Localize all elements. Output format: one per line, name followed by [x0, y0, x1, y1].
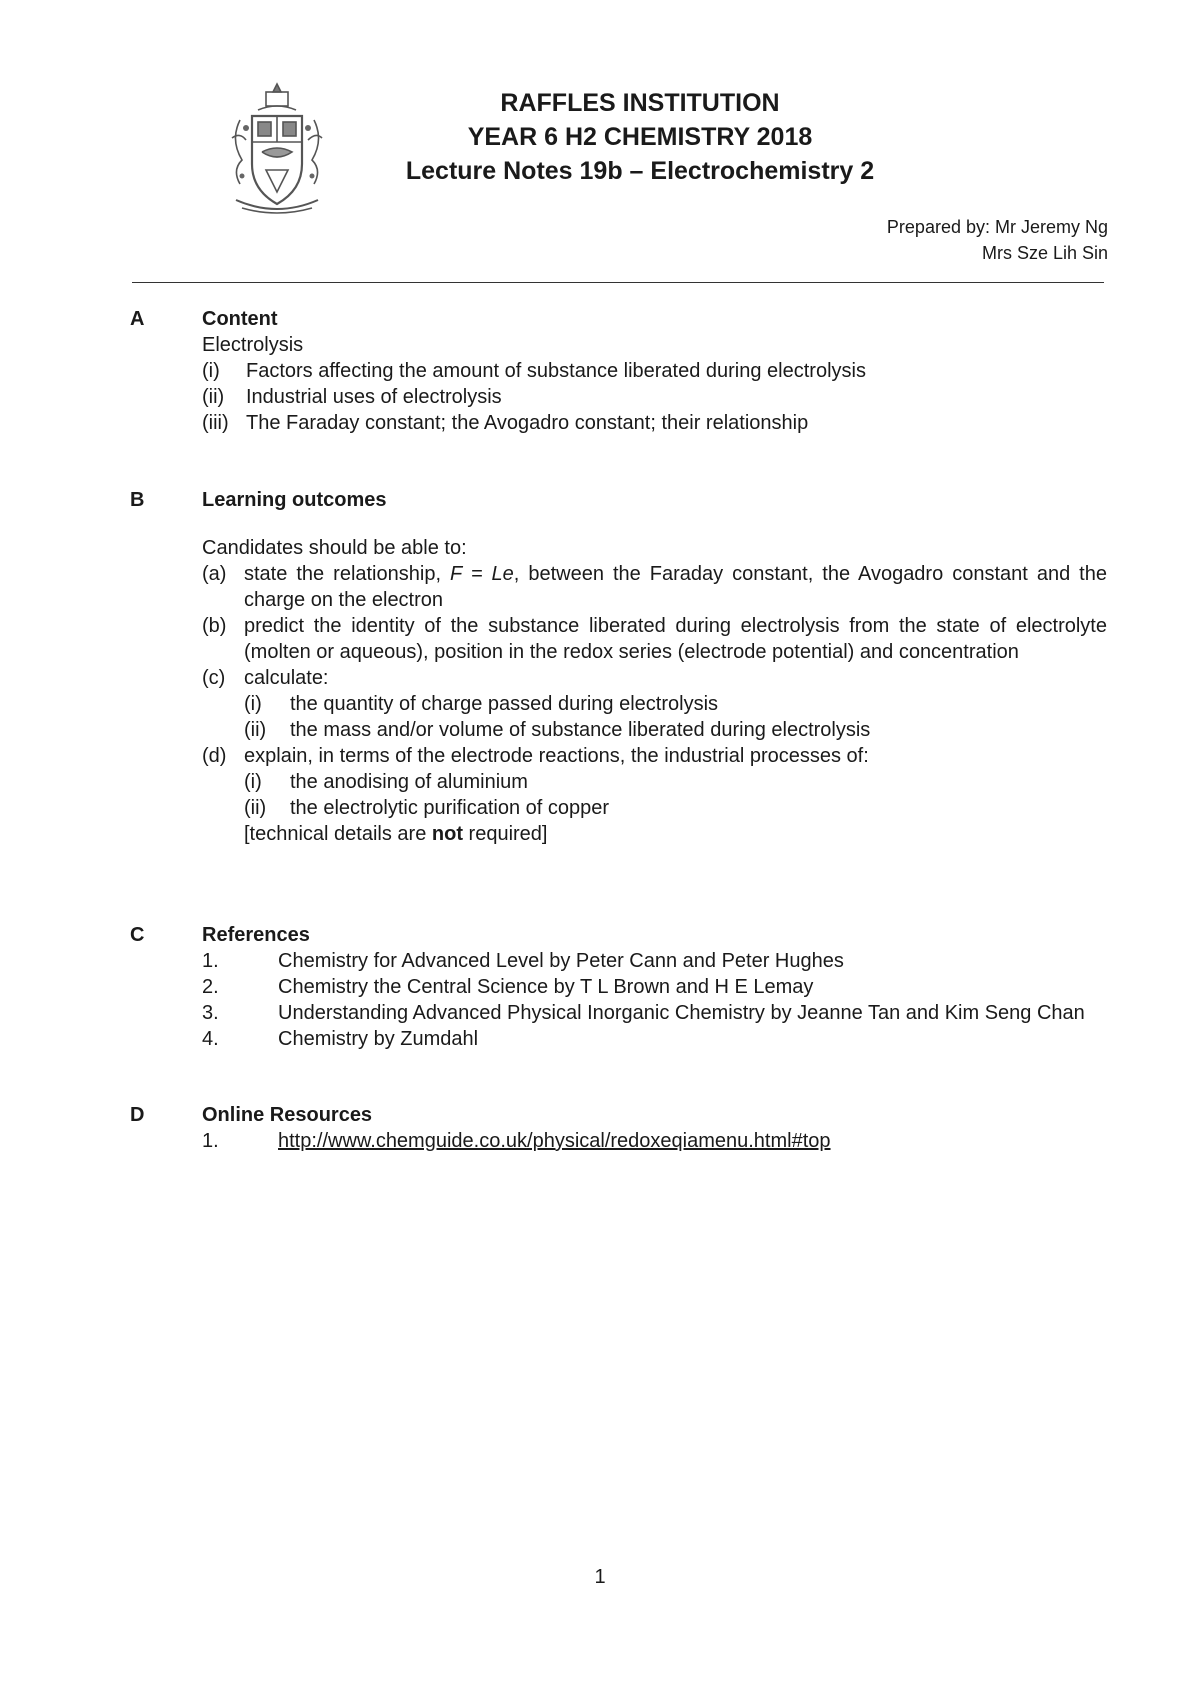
list-item-text: explain, in terms of the electrode reactions, the industrial processes of:	[244, 745, 869, 767]
list-item	[202, 384, 1107, 410]
section-a-title: Content	[202, 308, 278, 330]
list-item-label: (iii)	[202, 412, 229, 434]
list-item-label: (a)	[202, 563, 227, 585]
emphasis-not: not	[431, 823, 463, 845]
list-item-label: 4.	[202, 1028, 219, 1050]
institution-name: RAFFLES INSTITUTION	[500, 89, 780, 117]
list-item-text: Chemistry for Advanced Level by Peter Cann and Peter Hughes	[278, 950, 844, 972]
list-item-label: (b)	[202, 615, 227, 637]
list-item-text: the quantity of charge passed during electrolysis	[290, 693, 719, 715]
list-item-text: Industrial uses of electrolysis	[246, 386, 502, 408]
list-item-text: Understanding Advanced Physical Inorganic Chemistry by Jeanne Tan and Kim Seng Chan	[278, 1002, 1085, 1024]
school-crest-logo	[222, 80, 332, 220]
list-item-label: 3.	[202, 1002, 219, 1024]
list-item-label: 1.	[202, 950, 219, 972]
text-fragment: [technical details are	[244, 823, 432, 845]
list-item	[202, 410, 1107, 436]
list-item	[202, 1000, 1107, 1026]
list-subitem	[244, 691, 1107, 717]
list-item-text	[244, 561, 1107, 613]
list-item	[202, 561, 1107, 613]
chemguide-link[interactable]: http://www.chemguide.co.uk/physical/redoxeqiamenu.html#top	[278, 1130, 831, 1152]
text-fragment: state the relationship,	[244, 563, 450, 585]
list-item-label: (i)	[244, 693, 262, 715]
list-item-label: (c)	[202, 667, 226, 689]
section-a-content	[202, 306, 1107, 436]
section-c-title: References	[202, 924, 310, 946]
list-item-label: (ii)	[202, 386, 225, 408]
section-a-subtitle: Electrolysis	[202, 334, 304, 356]
list-item-label: (i)	[202, 360, 220, 382]
section-b-content	[202, 487, 1107, 847]
list-subitem	[244, 717, 1107, 743]
list-item	[202, 1026, 1107, 1052]
list-item-label: 1.	[202, 1130, 219, 1152]
list-item-text: The Faraday constant; the Avogadro constant; their relationship	[246, 412, 809, 434]
text-fragment: required]	[462, 823, 548, 845]
text-fragment: , between the Faraday constant, the Avogadro constant and the charge on the electron	[244, 563, 1107, 611]
prepared-by-line: Prepared by: Mr Jeremy Ng	[886, 217, 1108, 237]
list-item	[202, 948, 1107, 974]
list-subitem	[244, 795, 1107, 821]
list-subitem	[244, 769, 1107, 795]
course-title: YEAR 6 H2 CHEMISTRY 2018	[467, 123, 813, 151]
list-item-label: (d)	[202, 745, 227, 767]
section-d-content	[202, 1102, 1107, 1154]
list-item-text: the anodising of aluminium	[290, 771, 528, 793]
list-item-text: the mass and/or volume of substance liberated during electrolysis	[290, 719, 871, 741]
page-number: 1	[594, 1566, 606, 1588]
list-item-text: predict the identity of the substance liberated during electrolysis from the state of electrolyte (molten or aqueous), position in the redox series (electrode potential) and concentration	[244, 615, 1107, 663]
list-item-label: 2.	[202, 976, 219, 998]
list-item-text: Chemistry the Central Science by T L Brown and H E Lemay	[278, 976, 814, 998]
section-b-intro: Candidates should be able to:	[202, 537, 467, 559]
list-item	[202, 1128, 1107, 1154]
list-item-text: Chemistry by Zumdahl	[278, 1028, 479, 1050]
list-item	[202, 974, 1107, 1000]
prepared-by-block	[887, 214, 1108, 266]
faraday-formula: F = Le	[450, 563, 514, 585]
section-b-letter: B	[130, 489, 145, 511]
header-divider	[132, 282, 1104, 283]
list-item-label: (i)	[244, 771, 262, 793]
section-c-letter: C	[130, 924, 145, 946]
technical-note	[244, 821, 1107, 847]
list-item	[202, 613, 1107, 665]
list-item	[202, 743, 1107, 769]
section-c-content	[202, 922, 1107, 1052]
list-item-label: (ii)	[244, 719, 267, 741]
list-item-text: the electrolytic purification of copper	[290, 797, 610, 819]
section-d-letter: D	[130, 1104, 145, 1126]
list-item-text: calculate:	[244, 667, 329, 689]
section-a-letter: A	[130, 308, 145, 330]
list-item	[202, 665, 1107, 691]
document-title-block	[330, 86, 950, 188]
prepared-by-line-2: Mrs Sze Lih Sin	[981, 243, 1108, 263]
list-item-label: (ii)	[244, 797, 267, 819]
list-item-text: Factors affecting the amount of substance liberated during electrolysis	[246, 360, 866, 382]
lecture-title: Lecture Notes 19b – Electrochemistry 2	[405, 157, 875, 185]
list-item	[202, 358, 1107, 384]
section-b-title: Learning outcomes	[202, 489, 387, 511]
section-d-title: Online Resources	[202, 1104, 373, 1126]
